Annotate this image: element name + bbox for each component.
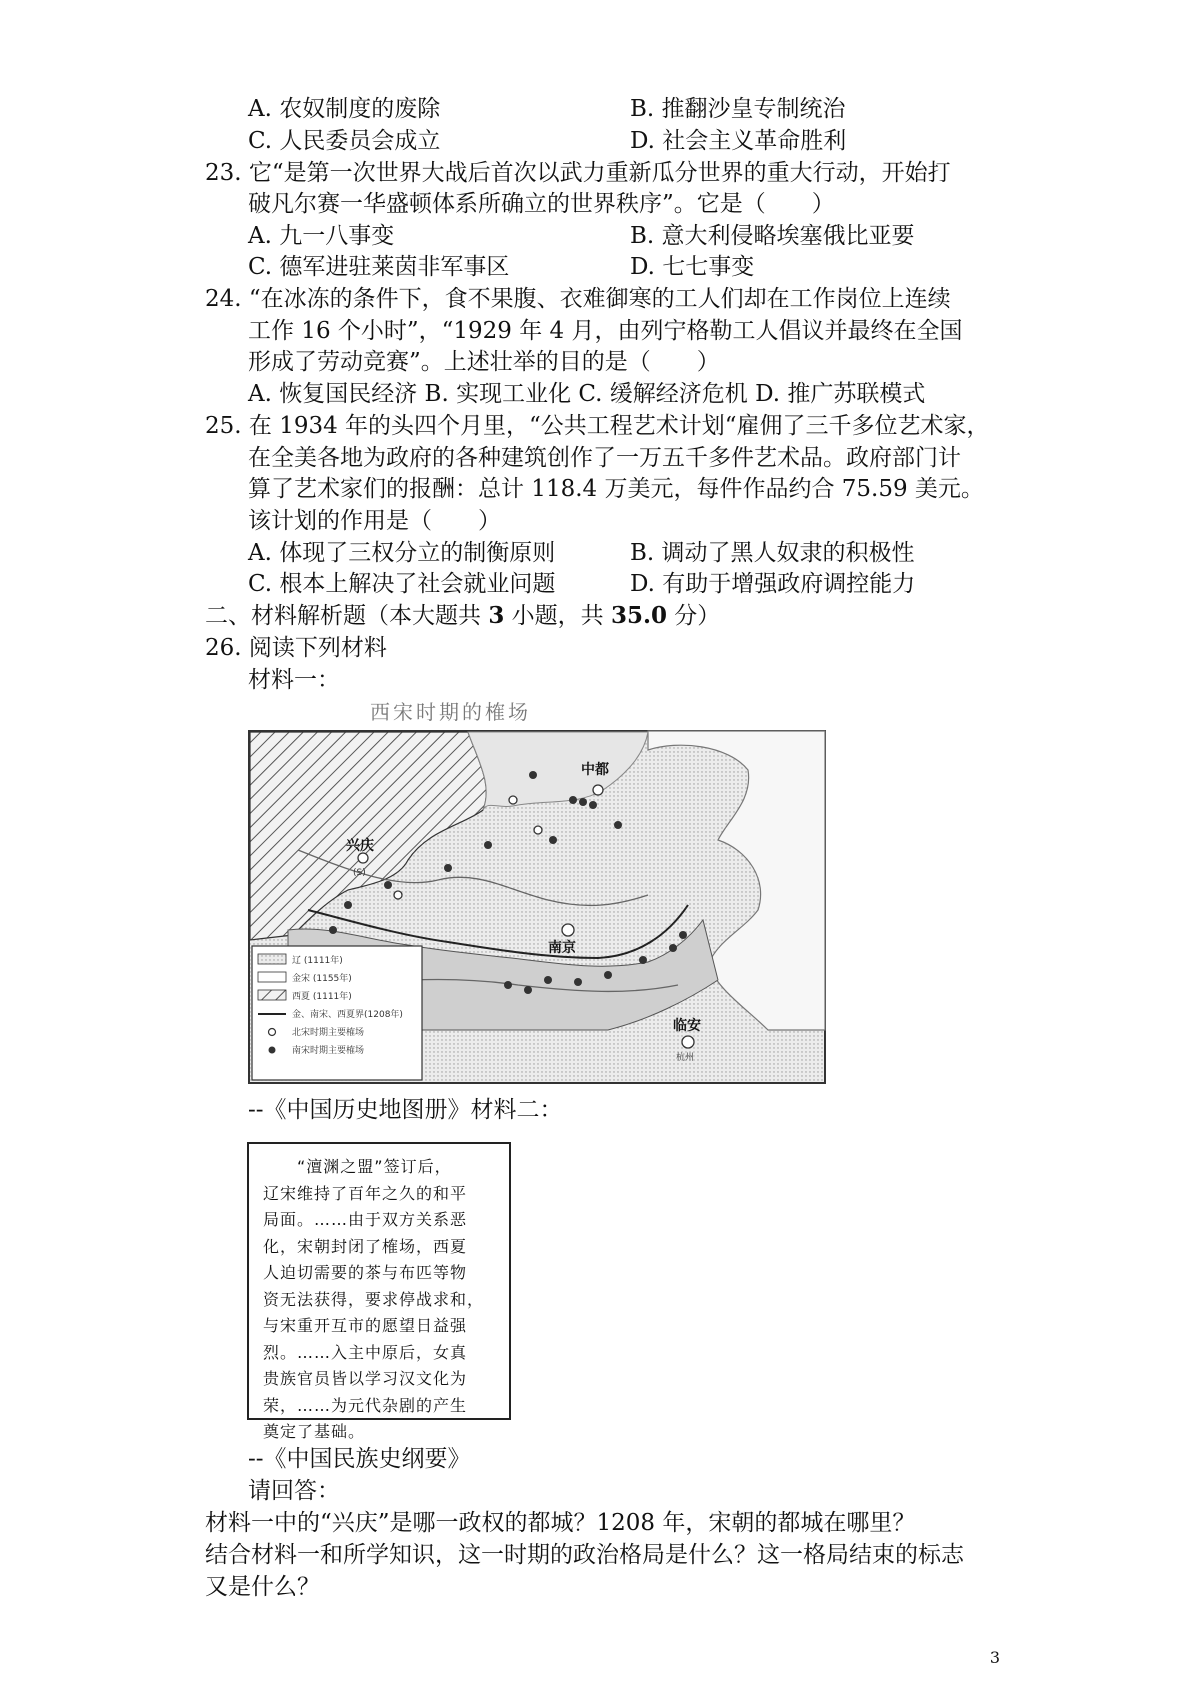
- q25-option-b: B. 调动了黑人奴隶的积极性: [630, 540, 915, 566]
- q23-stem-line2: 破凡尔赛一华盛顿体系所确立的世界秩序”。它是（ ）: [248, 191, 835, 217]
- label-nanjing: 南京: [548, 940, 576, 956]
- q24-stem-line3: 形成了劳动竞赛”。上述壮举的目的是（ ）: [248, 349, 720, 375]
- q23-stem-line1: 23. 它“是第一次世界大战后首次以武力重新瓜分世界的重大行动，开始打: [205, 160, 951, 186]
- page-number: 3: [989, 1648, 1000, 1667]
- map-legend: [252, 946, 422, 1080]
- q25-stem-line1: 25. 在 1934 年的头四个月里，“公共工程艺术计划“雇佣了三千多位艺术家，: [205, 413, 990, 439]
- q23-option-b: B. 意大利侵略埃塞俄比亚要: [630, 223, 915, 249]
- song-trade-market-map: [248, 730, 826, 1084]
- question2-line1: 结合材料一和所学知识，这一时期的政治格局是什么？这一格局结束的标志: [205, 1542, 964, 1568]
- q23-option-a: A. 九一八事变: [248, 223, 395, 249]
- svg-text:北宋时期主要榷场: 北宋时期主要榷场: [292, 1028, 365, 1038]
- question1: 材料一中的“兴庆”是哪一政权的都城？1208 年，宋朝的都城在哪里？: [205, 1510, 916, 1536]
- question2-line2: 又是什么？: [205, 1574, 320, 1600]
- material2-line: 化，宋朝封闭了榷场，西夏: [263, 1236, 468, 1256]
- material2-line: 辽宋维持了百年之久的和平: [263, 1183, 468, 1203]
- q23-option-c: C. 德军进驻莱茵非军事区: [248, 254, 510, 280]
- source1-and-material2-label: --《中国历史地图册》材料二：: [248, 1097, 563, 1123]
- material2-line: 烈。……入主中原后，女真: [263, 1342, 468, 1362]
- q25-option-c: C. 根本上解决了社会就业问题: [248, 571, 556, 597]
- material2-line: 人迫切需要的茶与布匹等物: [263, 1263, 468, 1282]
- material2-line: 奠定了基础。: [263, 1422, 366, 1441]
- q25-option-a: A. 体现了三权分立的制衡原则: [248, 540, 556, 566]
- q24-options: A. 恢复国民经济 B. 实现工业化 C. 缓解经济危机 D. 推广苏联模式: [248, 381, 926, 407]
- q22-option-c: C. 人民委员会成立: [248, 128, 441, 154]
- q23-option-d: D. 七七事变: [630, 254, 755, 280]
- label-zhongdu: 中都: [581, 762, 609, 778]
- q25-option-d: D. 有助于增强政府调控能力: [630, 571, 916, 597]
- q26-intro: 26. 阅读下列材料: [205, 635, 387, 661]
- q25-stem-line4: 该计划的作用是（ ）: [248, 508, 501, 534]
- svg-text:西夏 (1111年): 西夏 (1111年): [292, 992, 352, 1002]
- q25-stem-line3: 算了艺术家们的报酬：总计 118.4 万美元，每件作品约合 75.59 美元。: [248, 476, 984, 502]
- q24-stem-line1: 24. “在冰冻的条件下，食不果腹、衣难御寒的工人们却在工作岗位上连续: [205, 286, 951, 312]
- label-linan: 临安: [673, 1018, 701, 1034]
- material1-label: 材料一：: [248, 667, 340, 693]
- material2-line: 荣，……为元代杂剧的产生: [263, 1395, 468, 1415]
- q24-stem-line2: 工作 16 个小时”，“1929 年 4 月，由列宁格勒工人倡议并最终在全国: [248, 318, 963, 344]
- source2: --《中国民族史纲要》: [248, 1446, 471, 1472]
- material2-line: 资无法获得，要求停战求和，: [263, 1289, 485, 1309]
- material2-line: 与宋重开互市的愿望日益强: [263, 1316, 468, 1335]
- material2-line: 贵族官员皆以学习汉文化为: [263, 1369, 468, 1388]
- material2-textbox: [247, 1142, 511, 1441]
- q25-stem-line2: 在全美各地为政府的各种建筑创作了一万五千多件艺术品。政府部门计: [248, 445, 961, 471]
- svg-text:金、南宋、西夏界(1208年): 金、南宋、西夏界(1208年): [292, 1010, 403, 1020]
- material2-line: 局面。……由于双方关系恶: [263, 1210, 468, 1229]
- svg-text:辽 (1111年): 辽 (1111年): [292, 956, 343, 966]
- q22-option-b: B. 推翻沙皇专制统治: [630, 96, 846, 122]
- label-xingqing: 兴庆: [346, 838, 374, 854]
- label-linan-sub: 杭州: [676, 1053, 695, 1063]
- svg-text:金宋 (1155年): 金宋 (1155年): [292, 974, 352, 984]
- q22-option-a: A. 农奴制度的废除: [248, 96, 441, 122]
- label-xingqing-sub: (S): [353, 868, 366, 878]
- map-title: 西宋时期的榷场: [370, 700, 531, 724]
- section2-heading: 二、材料解析题（本大题共 3 小题，共 35.0 分）: [205, 602, 721, 629]
- svg-text:南宋时期主要榷场: 南宋时期主要榷场: [292, 1046, 365, 1056]
- q22-option-d: D. 社会主义革命胜利: [630, 128, 847, 154]
- please-answer: 请回答：: [248, 1478, 340, 1504]
- material2-line: “澶渊之盟”签订后，: [263, 1157, 452, 1176]
